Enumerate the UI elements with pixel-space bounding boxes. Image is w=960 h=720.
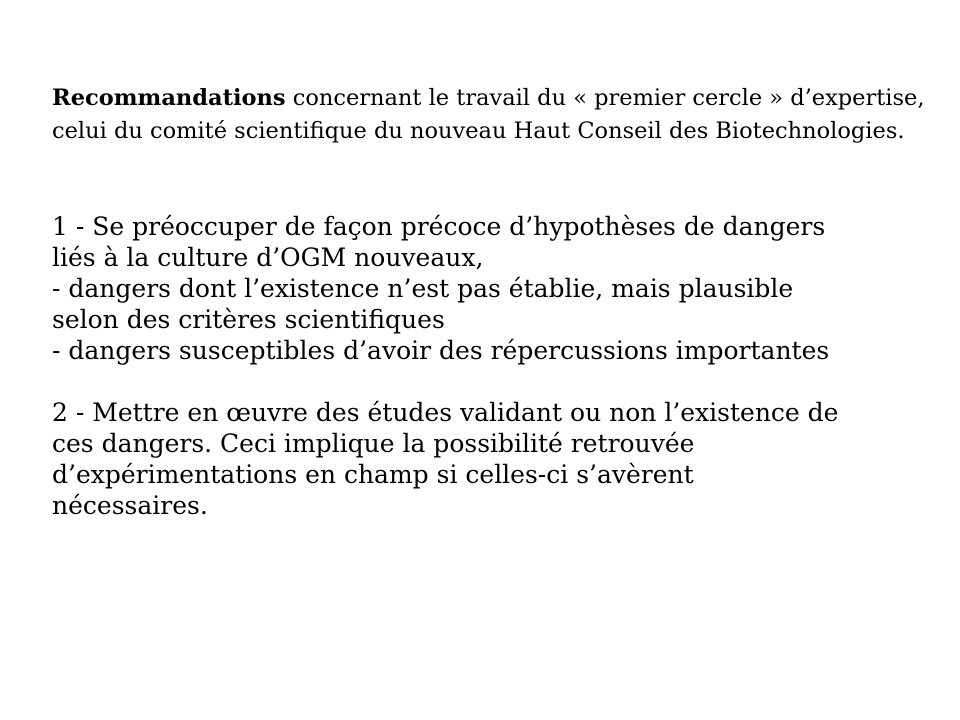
recommendation-2 [52, 397, 932, 521]
recommendation-2-line: ces dangers. Ceci implique la possibilité retrouvée [52, 429, 695, 458]
slide-content [52, 82, 932, 521]
recommendation-list [52, 211, 932, 521]
recommendation-1-line: - dangers dont l’existence n’est pas établie, mais plausible [52, 274, 794, 303]
intro-text: concernant le travail du « premier cercle » d’expertise, celui du comité scientifique du nouveau Haut Conseil des Biotechnologies. [52, 85, 925, 144]
paragraph-spacer [52, 366, 932, 397]
recommendation-2-line: nécessaires. [52, 491, 208, 520]
recommendation-1-line: 1 - Se préoccuper de façon précoce d’hypothèses de dangers [52, 212, 826, 241]
recommendation-1-line: - dangers susceptibles d’avoir des répercussions importantes [52, 336, 830, 365]
intro-paragraph [52, 82, 932, 148]
intro-lead: Recommandations [52, 85, 286, 111]
recommendation-1-line: selon des critères scientifiques [52, 305, 445, 334]
recommendation-1-line: liés à la culture d’OGM nouveaux, [52, 243, 484, 272]
recommendation-2-line: 2 - Mettre en œuvre des études validant ou non l’existence de [52, 398, 839, 427]
recommendation-1 [52, 211, 932, 366]
recommendation-2-line: d’expérimentations en champ si celles-ci s’avèrent [52, 460, 694, 489]
